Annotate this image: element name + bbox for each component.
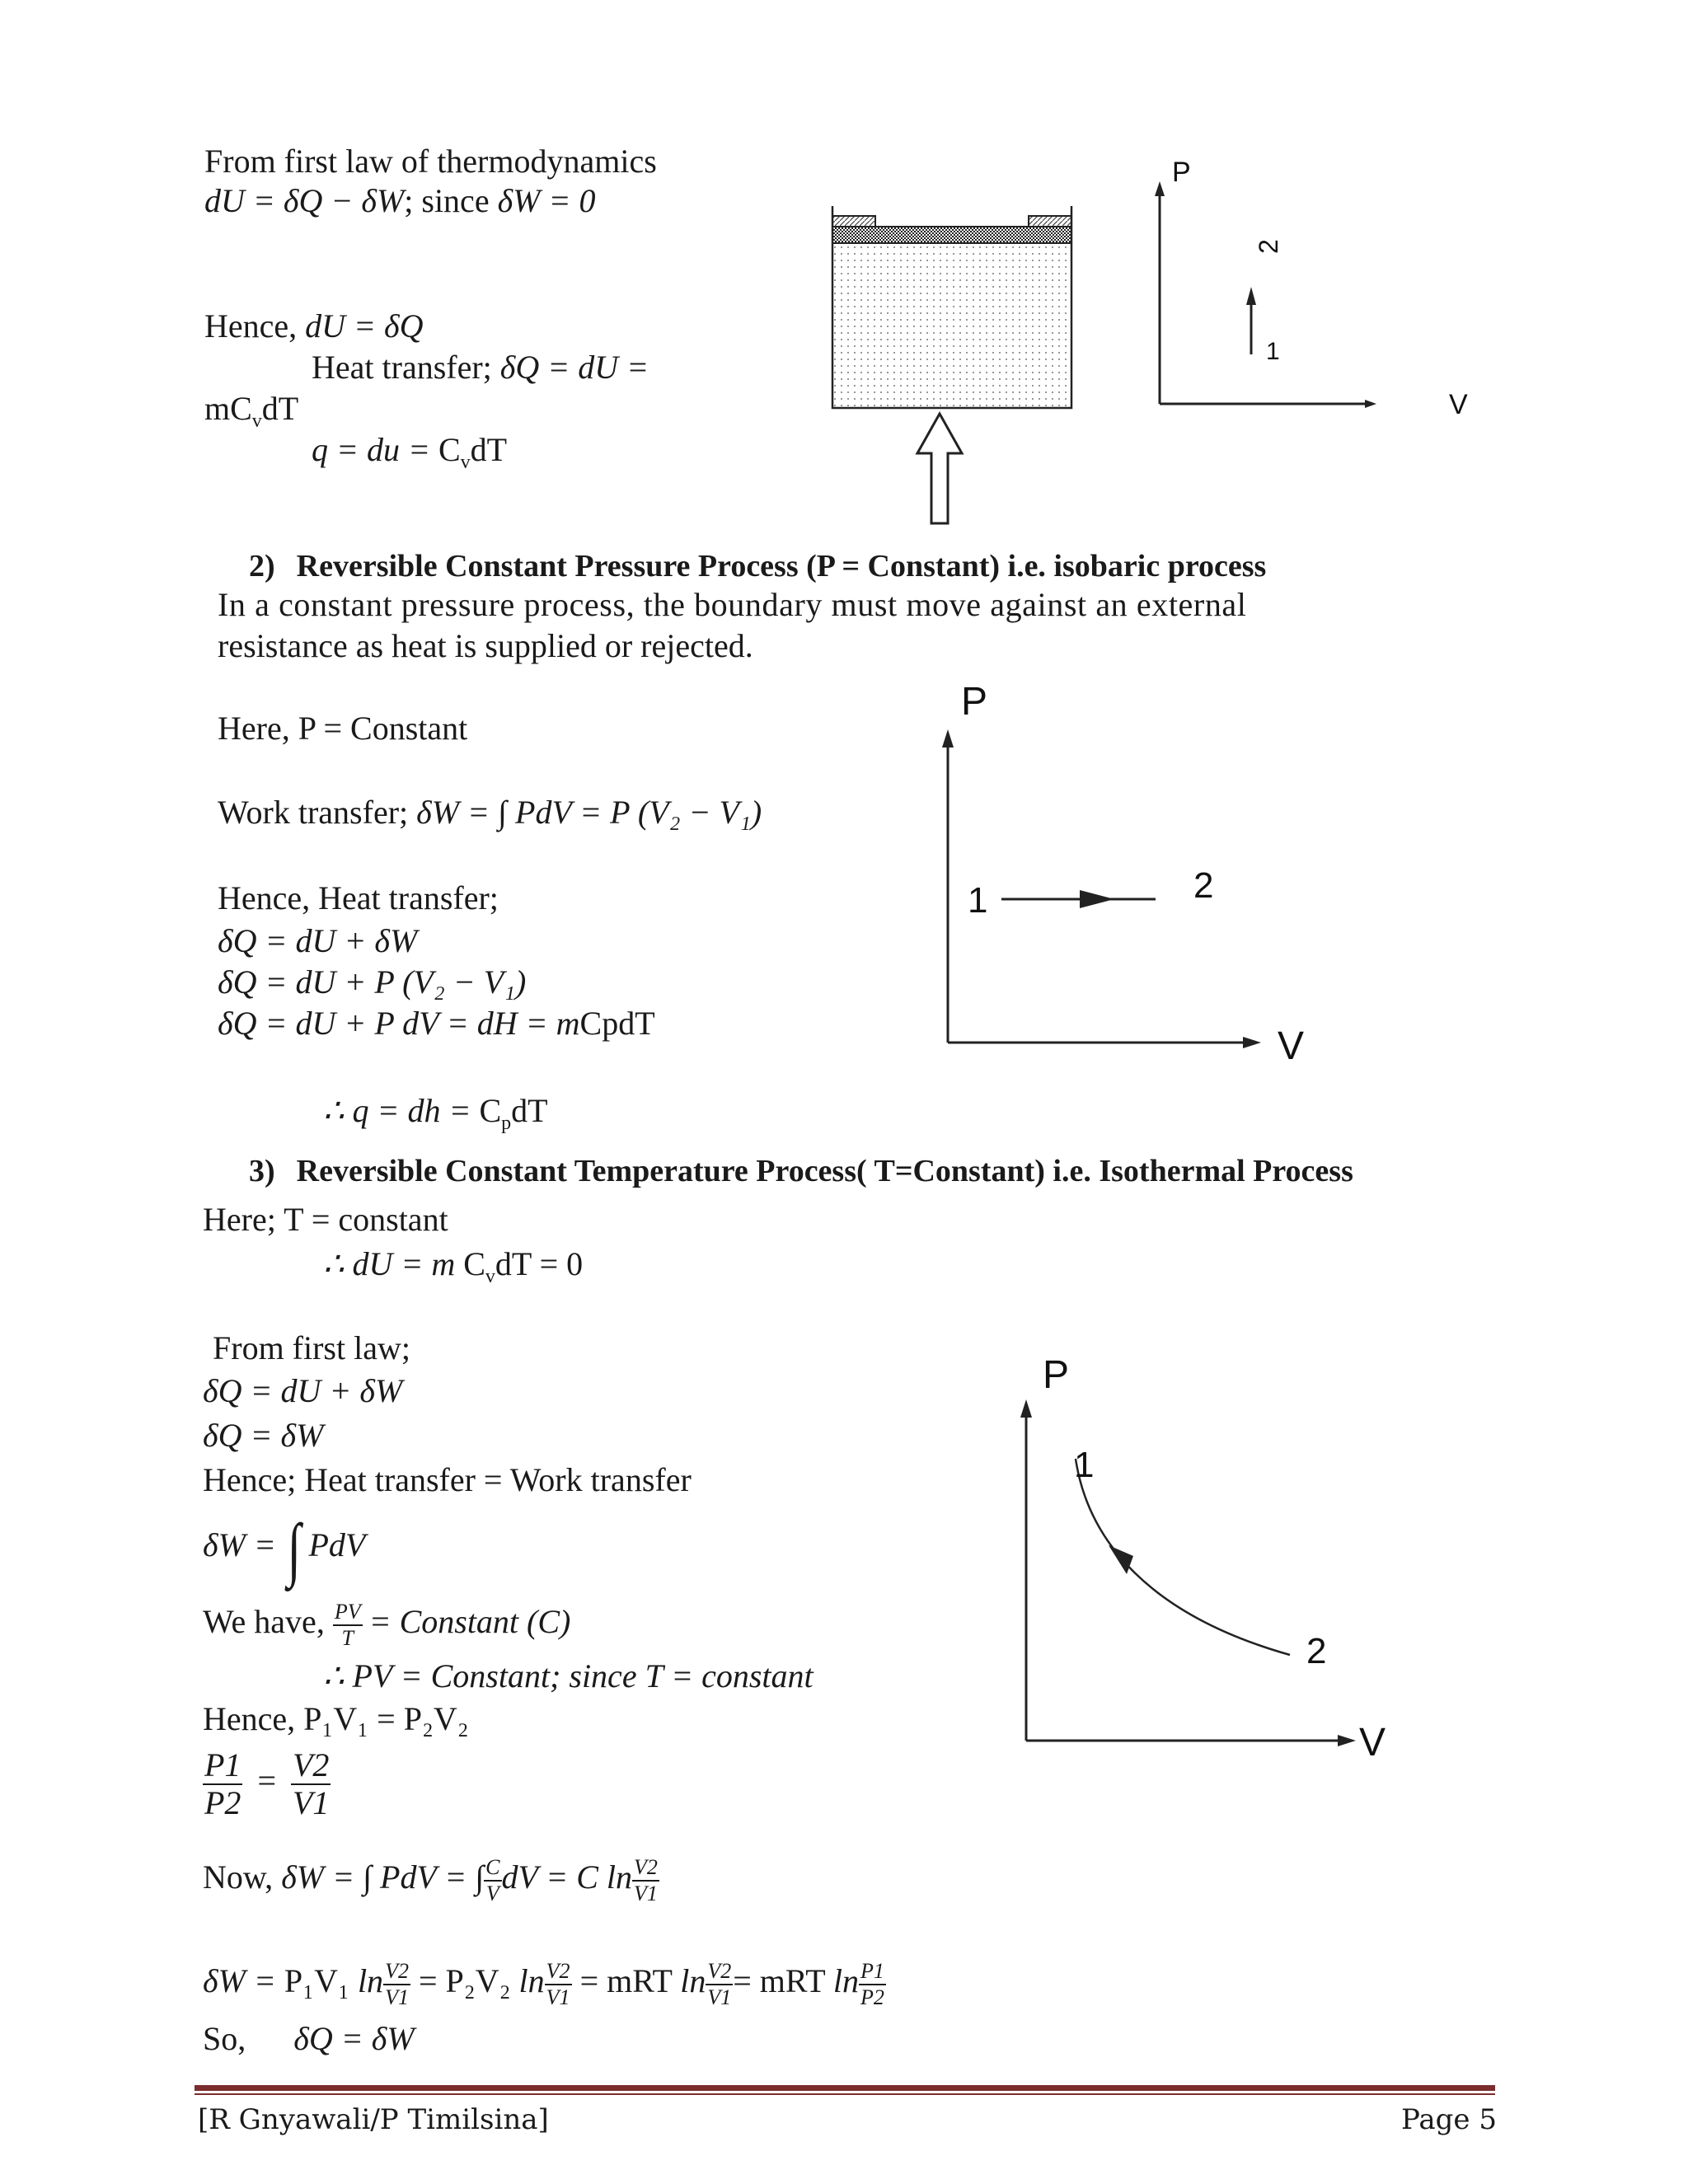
- page-number: Page 5: [1401, 2103, 1497, 2136]
- c-text: C: [479, 1092, 502, 1129]
- state-1-label: 1: [968, 880, 988, 921]
- v1: V1: [293, 1783, 330, 1821]
- dh-eq: δQ = dU + P dV = dH = m: [218, 1005, 580, 1042]
- state-2-label: 2: [1254, 239, 1283, 254]
- q-du: q = du =: [312, 431, 438, 468]
- constant-c: = Constant (C): [368, 1603, 571, 1640]
- mrt: = mRT: [571, 1962, 681, 1999]
- ln: ln: [832, 1962, 860, 1999]
- heat-transfer-label: Hence, Heat transfer;: [218, 879, 499, 916]
- isobaric-eq-3: [218, 1004, 655, 1043]
- here-t-constant: Here; T = constant: [203, 1201, 448, 1238]
- work-integral: δW = ∫ PdV = ∫: [281, 1858, 485, 1896]
- pv-diagram-isothermal: [1010, 1352, 1405, 1764]
- we-have-label: We have,: [203, 1603, 333, 1640]
- v-subscript: v: [251, 410, 262, 432]
- dt-text: dT: [261, 390, 299, 427]
- v-axis-label: V: [1359, 1721, 1386, 1765]
- first-law-heading: From first law of thermodynamics: [204, 143, 657, 180]
- dw-integral: [203, 1508, 366, 1588]
- p1-over-p2: [203, 1746, 242, 1821]
- dw-label: δW =: [203, 1526, 284, 1563]
- stop-right: [1029, 216, 1071, 227]
- now-work-line: [203, 1844, 659, 1910]
- p2: P2: [860, 1985, 884, 2009]
- c-text: C: [463, 1245, 485, 1282]
- here-p-constant: Here, P = Constant: [218, 710, 468, 747]
- stop-left: [832, 216, 875, 227]
- isothermal-eq-1: δQ = dU + δW: [203, 1372, 403, 1409]
- v1: V1: [546, 1985, 570, 2009]
- c-over-v: [484, 1854, 501, 1905]
- heat-input-arrow: [917, 414, 962, 523]
- p2v2: = P₂V₂: [410, 1962, 519, 1999]
- ln: ln: [518, 1962, 545, 1999]
- dw-zero: δW = 0: [497, 182, 596, 219]
- dq-dw: δQ = δW: [293, 2020, 415, 2057]
- isobaric-eq-1: δQ = dU + δW: [218, 922, 418, 959]
- pressure-volume-ratio: [203, 1736, 331, 1826]
- state-2-label: 2: [1306, 1631, 1327, 1671]
- section-number: 2): [249, 549, 275, 583]
- pv-numerator: PV: [333, 1601, 363, 1626]
- so-dq-dw: [203, 2019, 415, 2059]
- v1: V1: [707, 1985, 732, 2009]
- state-1-label: 1: [1074, 1445, 1095, 1485]
- v1: V1: [634, 1881, 658, 1905]
- v-axis-arrow: [1365, 400, 1376, 408]
- heat-equals-work: Hence; Heat transfer = Work transfer: [203, 1461, 692, 1498]
- work-final-line: [203, 1948, 886, 2014]
- section-2-heading: [249, 547, 1266, 585]
- state-2-label: 2: [1193, 865, 1214, 906]
- v2-over-v1: [545, 1958, 572, 2009]
- p2: P2: [204, 1783, 241, 1821]
- mrt: = mRT: [733, 1962, 833, 1999]
- q-du-line: [312, 430, 507, 482]
- p1-over-p2: [859, 1958, 886, 2009]
- so-label: So,: [203, 2020, 246, 2057]
- p1v1: P₁V₁: [284, 1962, 358, 1999]
- mcvdt: [204, 389, 298, 441]
- v: V: [485, 1881, 499, 1905]
- c-text: C: [438, 431, 461, 468]
- pdv-text: PdV: [308, 1526, 366, 1563]
- piston-cylinder-diagram: [820, 206, 1084, 527]
- du-m: ∴ dU = m: [323, 1245, 464, 1282]
- dt-text: dT: [511, 1092, 548, 1129]
- pv-constant-line: ∴ PV = Constant; since T = constant: [323, 1657, 814, 1694]
- footer-rule-thin: [195, 2093, 1495, 2095]
- du-zero-line: [323, 1244, 583, 1296]
- heat-transfer-label: Heat transfer;: [312, 349, 500, 386]
- p-axis-label: P: [961, 680, 988, 724]
- heat-transfer-line: [312, 348, 649, 387]
- section-3-heading: [249, 1152, 1353, 1190]
- cpdt-text: CpdT: [579, 1005, 655, 1042]
- pv-diagram-constant-pressure: [931, 672, 1327, 1076]
- du-dq: dU = δQ: [305, 307, 424, 344]
- work-transfer-eq: δW = ∫ PdV = P (V₂ − V₁): [416, 794, 762, 831]
- hence-label: Hence,: [204, 307, 306, 344]
- v2: V2: [706, 1961, 733, 1985]
- v2: V2: [383, 1961, 410, 1985]
- du-equation: dU = δQ − δW: [204, 182, 405, 219]
- section-title: Reversible Constant Temperature Process( T=Constant) i.e. Isothermal Process: [296, 1154, 1353, 1188]
- v2-over-v1: [632, 1854, 659, 1905]
- p-axis-arrow: [942, 729, 954, 748]
- v-subscript: v: [485, 1266, 495, 1287]
- from-first-law: From first law;: [213, 1329, 410, 1366]
- we-have-line: [203, 1589, 570, 1655]
- cylinder-contents: [832, 243, 1071, 408]
- mc-text: mC: [204, 390, 252, 427]
- isobaric-desc-2: resistance as heat is supplied or rejected.: [218, 627, 753, 664]
- q-dh: ∴ q = dh =: [323, 1092, 480, 1129]
- dw-label: δW =: [203, 1962, 284, 1999]
- p-axis-label: P: [1043, 1353, 1070, 1397]
- v-subscript: v: [460, 452, 471, 473]
- dt-text: dT: [470, 431, 508, 468]
- v2-over-v1: [706, 1958, 733, 2009]
- v2: V2: [293, 1746, 330, 1783]
- section-title: Reversible Constant Pressure Process (P = Constant) i.e. isobaric process: [296, 549, 1267, 583]
- pv-diagram-constant-volume: [1146, 157, 1492, 437]
- t-denominator: T: [341, 1625, 354, 1650]
- p1: P1: [204, 1746, 241, 1783]
- equals: =: [257, 1762, 276, 1799]
- v2-over-v1: [291, 1746, 331, 1821]
- isobaric-desc-1: In a constant pressure process, the boundary must move against an external: [218, 586, 1247, 623]
- p-axis-arrow: [1155, 181, 1165, 196]
- work-transfer-label: Work transfer;: [218, 794, 417, 831]
- v-axis-label: V: [1449, 389, 1468, 420]
- v-axis-arrow: [1338, 1735, 1356, 1746]
- ln: ln: [357, 1962, 384, 1999]
- state-1-label: 1: [1266, 338, 1280, 365]
- work-transfer-line: [218, 793, 762, 832]
- isothermal-eq-2: δQ = δW: [203, 1417, 324, 1454]
- dt-zero: dT = 0: [495, 1245, 584, 1282]
- v-axis-label: V: [1278, 1024, 1305, 1068]
- hence-du: [204, 307, 424, 346]
- p1v1-p2v2: Hence, P₁V₁ = P₂V₂: [203, 1700, 469, 1737]
- section-number: 3): [249, 1154, 275, 1188]
- footer-rule: [195, 2085, 1495, 2091]
- piston: [832, 227, 1071, 243]
- process-arrow: [1109, 1545, 1133, 1574]
- integral-sign: ∫: [287, 1508, 301, 1588]
- v2-over-v1: [383, 1958, 410, 2009]
- c: C: [484, 1857, 501, 1882]
- ln: ln: [680, 1962, 706, 1999]
- first-law-equation: [204, 181, 595, 221]
- p-subscript: p: [501, 1113, 512, 1134]
- footer-authors: [R Gnyawali/P Timilsina]: [198, 2103, 549, 2136]
- v2: V2: [632, 1857, 659, 1882]
- since-text: ; since: [404, 182, 498, 219]
- isotherm-curve: [1076, 1459, 1290, 1655]
- process-arrow: [1246, 287, 1256, 305]
- p-axis-arrow: [1020, 1399, 1032, 1418]
- now-label: Now,: [203, 1858, 282, 1896]
- pv-over-t: [333, 1601, 363, 1649]
- isobaric-eq-4: [323, 1091, 548, 1143]
- process-arrow: [1080, 890, 1114, 908]
- v1: V1: [385, 1985, 409, 2009]
- p-axis-label: P: [1172, 157, 1191, 188]
- v2: V2: [545, 1961, 572, 1985]
- p1: P1: [859, 1961, 886, 1985]
- v-axis-arrow: [1243, 1037, 1261, 1048]
- c-ln: dV = C ln: [501, 1858, 632, 1896]
- isobaric-eq-2: δQ = dU + P (V₂ − V₁): [218, 963, 527, 1001]
- dq-du: δQ = dU =: [499, 349, 649, 386]
